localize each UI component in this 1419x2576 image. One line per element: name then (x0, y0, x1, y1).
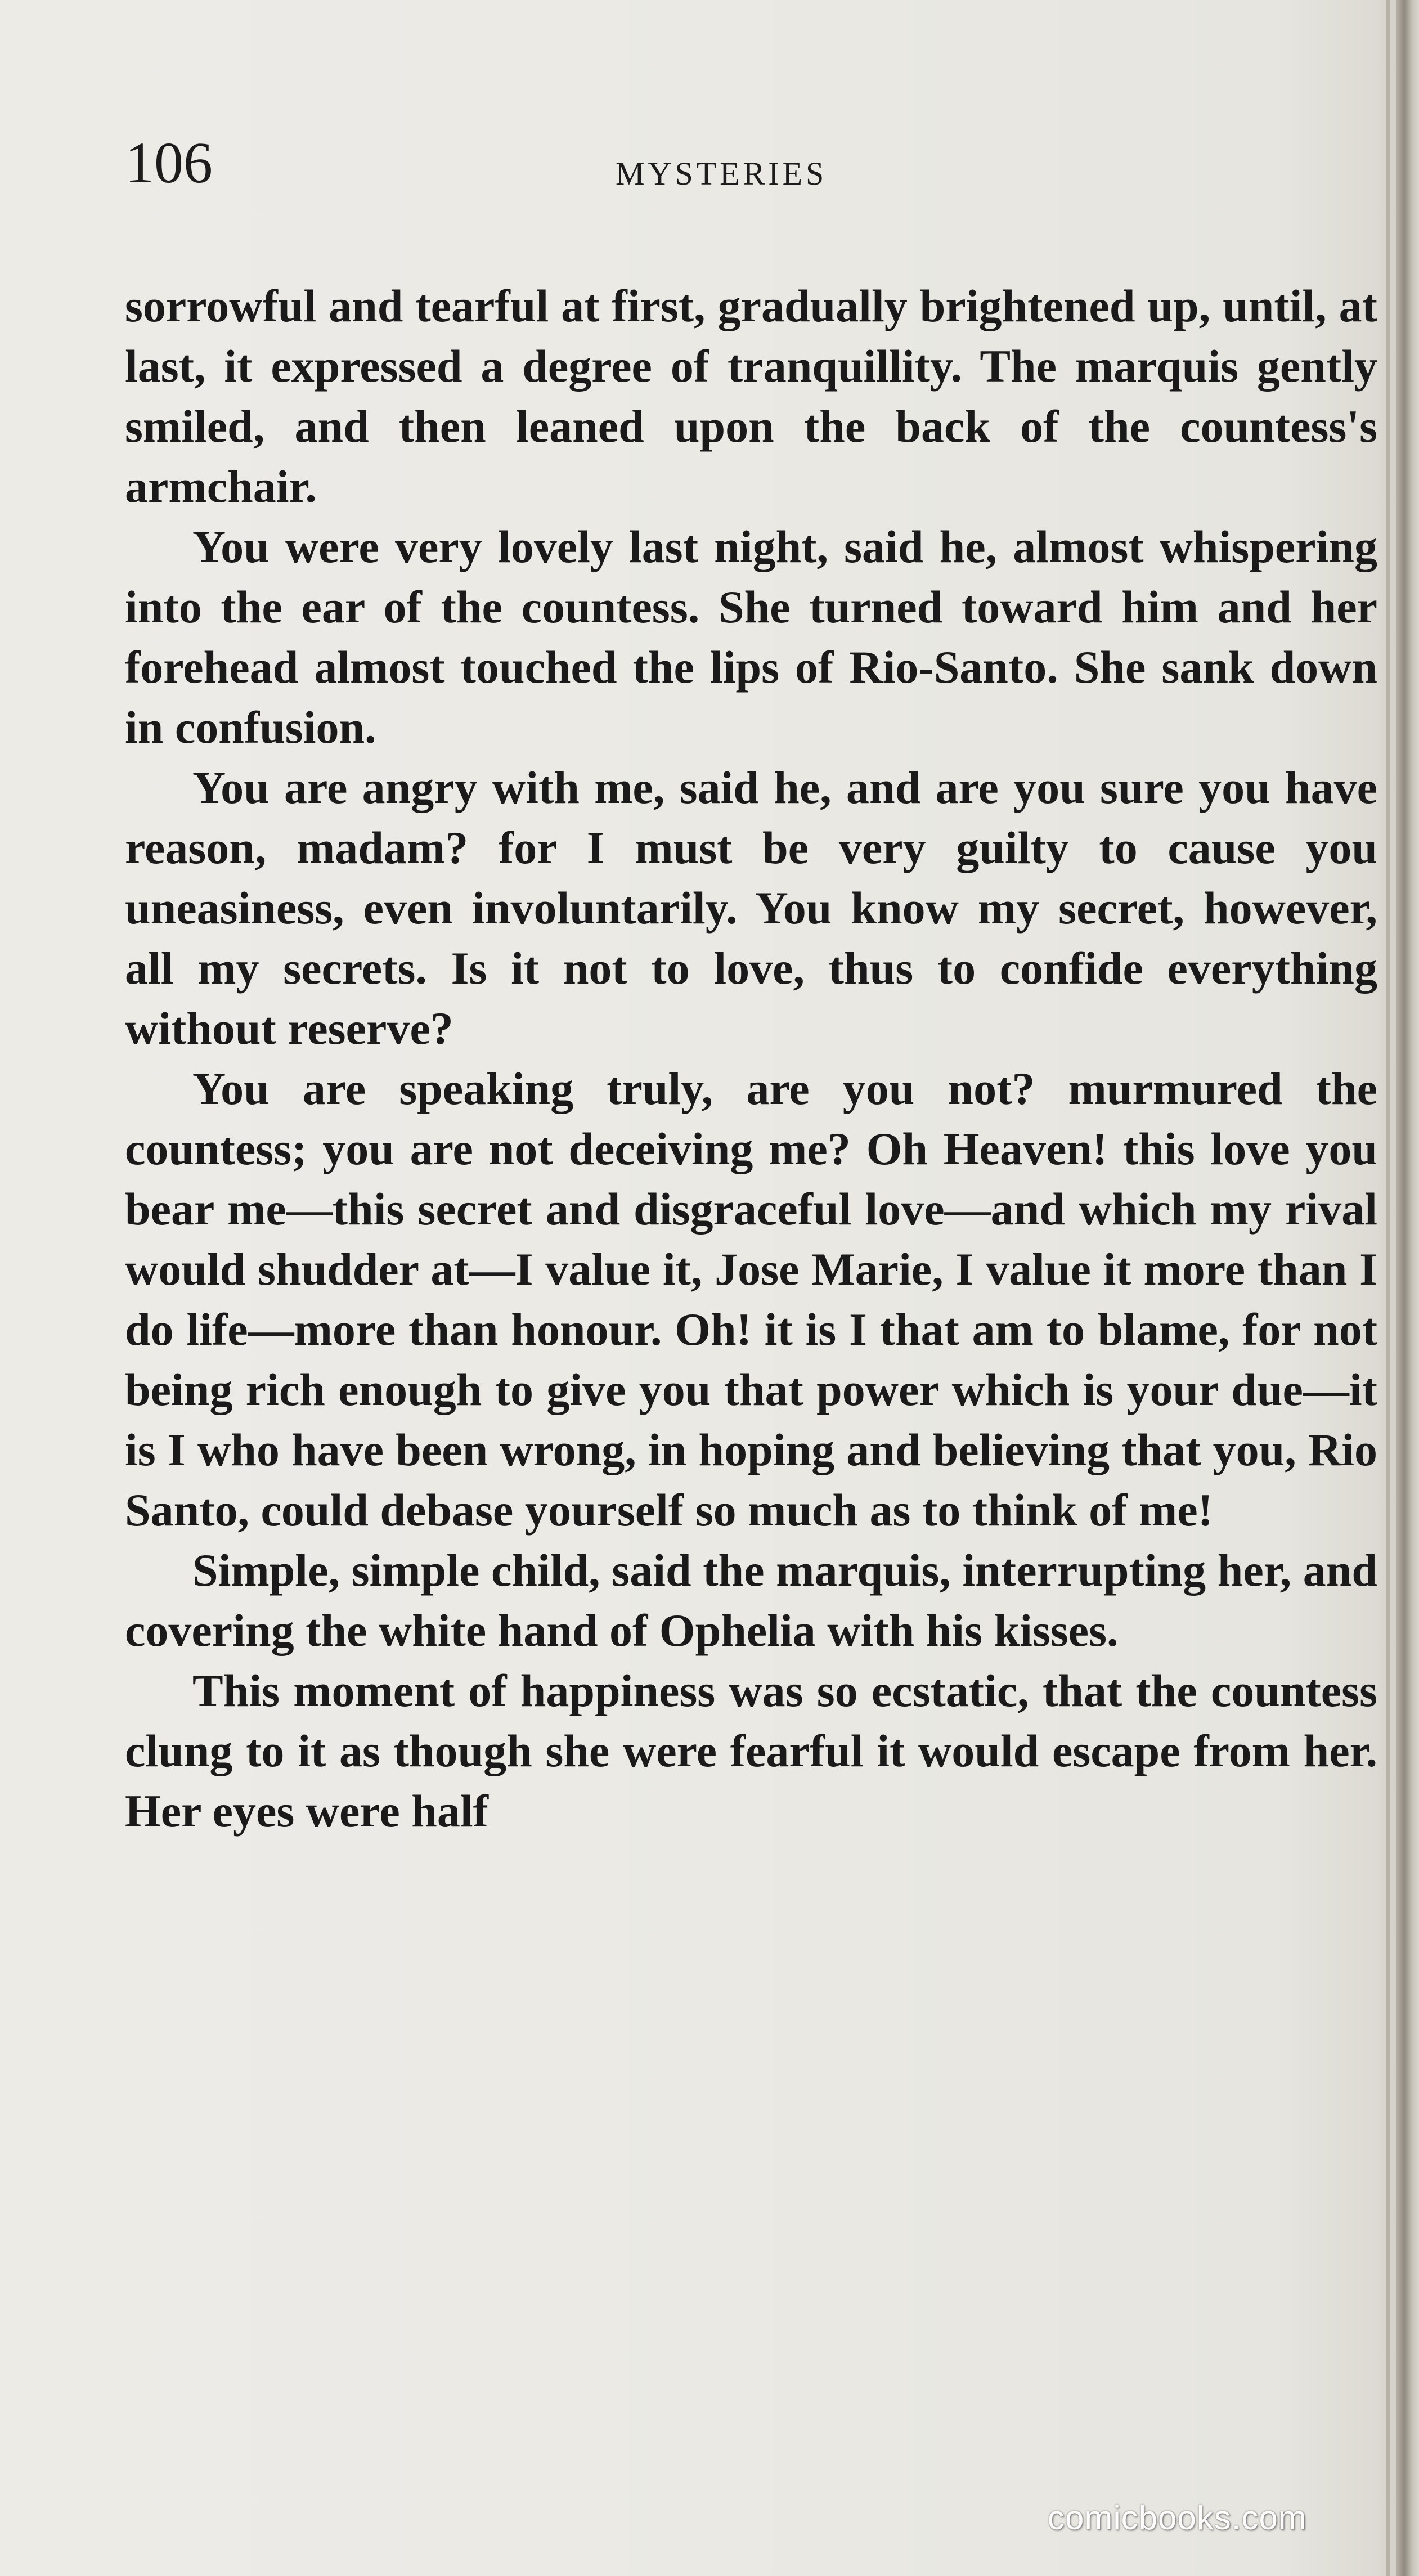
paragraph-continued: sorrowful and tearful at first, gradually brightened up, until, at last, it expressed a degree of tranquillity. The marquis gently smiled, and then leaned upon the back of the countess's armchair. (125, 280, 1377, 512)
paragraph: You are speaking truly, are you not? murmured the countess; you are not deceiving me? Oh Heaven! this love you bear me—this secret and disgraceful love—and which my rival would shudder at—I value it, Jose Marie, I value it more than I do life—more than honour. Oh! it is I that am to blame, for not being rich enough to give you that power which is your due—it is I who have been wrong, in hoping and believing that you, Rio Santo, could debase yourself so much as to think of me! (125, 1063, 1377, 1536)
paragraph: You were very lovely last night, said he, almost whispering into the ear of the countess. She turned toward him and her forehead almost touched the lips of Rio-Santo. She sank down in confusion. (125, 521, 1377, 753)
page-edge-shadow (1386, 0, 1390, 2576)
watermark: comicbooks.com (1048, 2499, 1307, 2537)
paragraph: You are angry with me, said he, and are you sure you have reason, madam? for I must be very guilty to cause you uneasiness, even involuntarily. You know my secret, however, all my secrets. Is it not to love, thus to confide everything without reserve? (125, 762, 1377, 1054)
page-body (125, 276, 1377, 1841)
page-header (125, 131, 1385, 213)
paragraph: This moment of happiness was so ecstatic, that the countess clung to it as though she were fearful it would escape from her. Her eyes were half (125, 1665, 1377, 1837)
page-number: 106 (125, 131, 213, 195)
paragraph: Simple, simple child, said the marquis, interrupting her, and covering the white hand of Ophelia with his kisses. (125, 1545, 1377, 1656)
running-head: MYSTERIES (616, 155, 828, 192)
binding-edge (1396, 0, 1419, 2576)
